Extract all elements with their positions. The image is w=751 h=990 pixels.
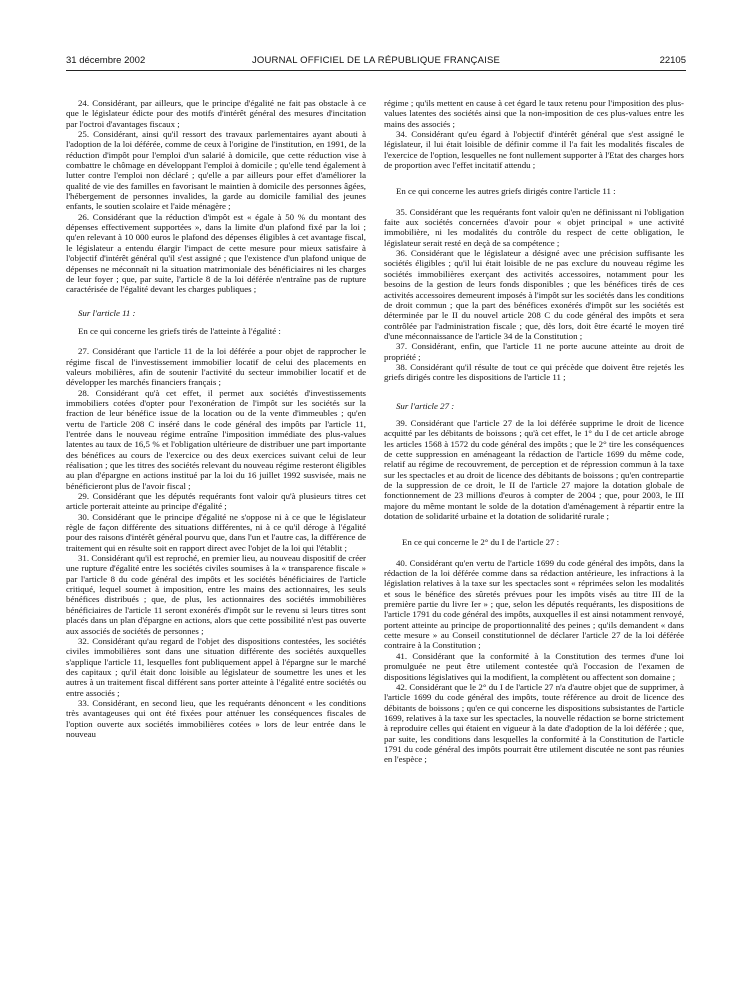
paragraph-30: 30. Considérant que le principe d'égalité ne s'oppose ni à ce que le législateur règle de façon différente des situations différentes, ni à ce qu'il déroge à l'égalité pour des raisons d'intérêt général pourvu que, dans l'un et l'autre cas, la différence de traitement qui en résulte soit en rapport direct avec l'objet de la loi qui l'établit ; — [66, 511, 366, 553]
journal-title: JOURNAL OFFICIEL DE LA RÉPUBLIQUE FRANÇAISE — [251, 55, 501, 66]
paragraph-37: 37. Considérant, enfin, que l'article 11 ne porte aucune atteinte au droit de propriété ; — [384, 341, 684, 362]
paragraph-28: 28. Considérant qu'à cet effet, il permet aux sociétés d'investissements immobiliers cotées d'opter pour l'exonération de l'impôt sur les sociétés sur la fraction de leur bénéfice issue de la location ou de la vente d'immeubles ; qu'en vertu de l'article 208 C inséré dans le code général des impôts par l'article 11, l'entrée dans le nouveau régime entraîne l'imposition immédiate des plus-values latentes au taux de 16,5 % et l'obligation ultérieure de distribuer une part importante des bénéfices au cours de l'exercice ou des deux exercices suivant celui de leur réalisation ; que les titres des sociétés relevant du nouveau régime resteront éligibles au plan d'épargne en actions institué par la loi du 16 juillet 1992 susvisée, mais ne bénéficieront plus de l'avoir fiscal ; — [66, 387, 366, 491]
subheading-autres-griefs: En ce qui concerne les autres griefs dirigés contre l'article 11 : — [396, 186, 616, 197]
paragraph-26: 26. Considérant que la réduction d'impôt est « égale à 50 % du montant des dépenses effectivement supportées », dans la limite d'un plafond fixé par la loi ; qu'en relevant à 10 000 euros le plafond des dépenses éligibles à cet avantage fiscal, le législateur a entendu élargir l'impact de cette mesure pour mieux satisfaire à l'objectif d'intérêt général qu'il s'est assigné ; que l'existence d'un plafond unique de dépenses ne méconnaît ni la situation matrimoniale des bénéficiaires ni les charges de leur foyer ; que, par suite, l'article 8 de la loi déférée n'entraîne pas de rupture caractérisée de l'égalité devant les charges publiques ; — [66, 211, 366, 295]
paragraph-33-continued: régime ; qu'ils mettent en cause à cet égard le taux retenu pour l'imposition des plus-values latentes des sociétés ainsi que la non-imposition de ces plus-values entre les mains des associés ; — [384, 98, 684, 129]
paragraph-40: 40. Considérant qu'en vertu de l'article 1699 du code général des impôts, dans la rédaction de la loi déférée comme dans sa rédaction antérieure, les infractions à la législation relatives à la taxe sur les spectacles sont « réprimées selon les modalités et sous le bénéfice des sûretés prévues pour les impôts visés au titre III de la première partie du livre Ier » ; que, selon les députés requérants, les dispositions de l'article 1791 du code général des impôts, auxquelles il est ainsi notamment renvoyé, portent atteinte au principe de proportionnalité des peines ; qu'ils demandent « dans cette mesure » au Conseil constitutionnel de déclarer l'article 27 de la loi déférée contraire à la Constitution ; — [384, 557, 684, 651]
paragraph-38: 38. Considérant qu'il résulte de tout ce qui précède que doivent être rejetés les griefs dirigés contre les dispositions de l'article 11 ; — [384, 361, 684, 383]
left-column — [66, 98, 366, 739]
paragraph-42: 42. Considérant que le 2° du I de l'article 27 n'a d'autre objet que de supprimer, à l'article 1699 du code général des impôts, toute référence au droit de licence des débitants de boissons ; qu'en ce qui concerne les dispositions subsistantes de l'article 1699, relatives à la taxe sur les spectacles, la nouvelle rédaction se borne strictement à reproduire celles qui étaient en vigueur à la date d'adoption de la loi déférée ; que, par suite, les conditions dans lesquelles la conformité à la Constitution de l'article 1791 du code général des impôts pourrait être utilement discutée ne sont pas réunies en l'espèce ; — [384, 681, 684, 765]
paragraph-29: 29. Considérant que les députés requérants font valoir qu'à plusieurs titres cet article porterait atteinte au principe d'égalité ; — [66, 491, 366, 512]
section-heading-article-27: Sur l'article 27 : — [396, 400, 455, 411]
paragraph-41: 41. Considérant que la conformité à la Constitution des termes d'une loi promulguée ne peut être utilement contestée qu'à l'occasion de l'examen de dispositions législatives qui la modifient, la complètent ou affectent son domaine ; — [384, 650, 684, 682]
header-rule — [66, 70, 686, 71]
right-column — [384, 98, 684, 765]
paragraph-39: 39. Considérant que l'article 27 de la loi déférée supprime le droit de licence acquitté par les débitants de boissons ; qu'à cet effet, le 1° du I de cet article abroge les articles 1568 à 1572 du code général des impôts ; que le 2° tire les conséquences de cette suppression en aménageant la rédaction de l'article 1699 du même code, relatif au régime de recouvrement, de perception et de répression commun à la taxe sur les spectacles et au droit de licence des débitants de boissons ; qu'en contrepartie de la suppression de ce droit, le II de l'article 27 majore la dotation globale de fonctionnement de 23 millions d'euros à compter de 2004 ; que, pour 2003, le III majore du même montant le solde de la dotation d'aménagement à répartir entre la dotation de solidarité urbaine et la dotation de solidarité rurale ; — [384, 417, 684, 522]
paragraph-25: 25. Considérant, ainsi qu'il ressort des travaux parlementaires ayant abouti à l'adoption de la loi déférée, comme de ceux à l'origine de l'institution, en 1991, de la réduction d'impôt pour l'emploi d'un salarié à domicile, que cette réduction vise à combattre le chômage en développant l'emploi à domicile ; qu'elle tend également à lutter contre l'emploi non déclaré ; qu'elle a par ailleurs pour effet d'améliorer la qualité de vie des familles en favorisant le maintien à domicile des personnes âgées, l'hébergement de personnes invalides, la garde au domicile familial des jeunes enfants, le soutien scolaire et l'aide ménagère ; — [66, 129, 366, 212]
paragraph-36: 36. Considérant que le législateur a désigné avec une précision suffisante les sociétés éligibles ; qu'il lui était loisible de ne pas exclure du nouveau régime les sociétés immobilières exerçant des activités accessoires, notamment pour les besoins de la gestion de leurs fonds disponibles ; que les bénéfices tirés de ces activités accessoires demeurent imposés à l'impôt sur les sociétés dans les conditions de droit commun ; que la part des bénéfices exonérés d'impôt sur les sociétés est déterminée par le II du nouvel article 208 C du code général des impôts et sera contrôlée par l'administration fiscale ; que, dès lors, doit être écarté le moyen tiré d'une méconnaissance de l'article 34 de la Constitution ; — [384, 248, 684, 341]
section-heading-article-11: Sur l'article 11 : — [78, 307, 136, 318]
paragraph-35: 35. Considérant que les requérants font valoir qu'en ne définissant ni l'obligation faite aux sociétés concernées d'avoir pour « objet principal » une activité immobilière, ni les modalités du contrôle du respect de cette obligation, le législateur serait resté en deçà de sa compétence ; — [384, 206, 684, 248]
paragraph-27: 27. Considérant que l'article 11 de la loi déférée a pour objet de rapprocher le régime fiscal de l'investissement immobilier locatif de celui des placements en valeurs mobilières, afin de soutenir l'activité du secteur immobilier locatif et de développer les marchés financiers français ; — [66, 346, 366, 388]
paragraph-32: 32. Considérant qu'au regard de l'objet des dispositions contestées, les sociétés civiles immobilières sont dans une situation différente des sociétés auxquelles s'applique l'article 11, lesquelles font publiquement appel à l'épargne sur le marché des capitaux ; qu'il était donc loisible au législateur de soumettre les unes et les autres à un traitement fiscal différent sans porter atteinte à l'égalité entre sociétés ou entre associés ; — [66, 635, 366, 698]
paragraph-24: 24. Considérant, par ailleurs, que le principe d'égalité ne fait pas obstacle à ce que le législateur édicte pour des motifs d'intérêt général des mesures d'incitation par l'octroi d'avantages fiscaux ; — [66, 98, 366, 129]
subheading-egalite: En ce qui concerne les griefs tirés de l'atteinte à l'égalité : — [78, 325, 281, 336]
page-header — [66, 55, 686, 69]
page-number: 22105 — [659, 55, 686, 66]
subheading-2-du-I: En ce qui concerne le 2° du I de l'article 27 : — [402, 537, 560, 548]
paragraph-34: 34. Considérant qu'eu égard à l'objectif d'intérêt général que s'est assigné le législateur, il lui était loisible de définir comme il l'a fait les modalités fiscales de l'exercice de l'option, lesquelles ne font nullement supporter à l'Etat des charges hors de proportion avec l'effet incitatif attendu ; — [384, 129, 684, 171]
paragraph-31: 31. Considérant qu'il est reproché, en premier lieu, au nouveau dispositif de créer une rupture d'égalité entre les sociétés civiles soumises à la « transparence fiscale » par l'article 8 du code général des impôts et les sociétés bénéficiaires de l'article critiqué, lequel soumet à imposition, entre les mains des actionnaires, les seuls bénéfices distribués ; que, de plus, les actionnaires des sociétés immobilières bénéficiaires de l'article 11 seront exonérés d'impôt sur le revenu si leurs titres sont placés dans un plan d'épargne en actions, alors que cette possibilité n'est pas ouverte aux associés de sociétés de personnes ; — [66, 553, 366, 636]
issue-date: 31 décembre 2002 — [66, 55, 146, 66]
paragraph-33: 33. Considérant, en second lieu, que les requérants dénoncent « les conditions très avantageuses qui ont été fixées pour atténuer les conséquences fiscales de l'option ouverte aux sociétés immobilières cotées » lors de leur entrée dans le nouveau — [66, 697, 366, 739]
